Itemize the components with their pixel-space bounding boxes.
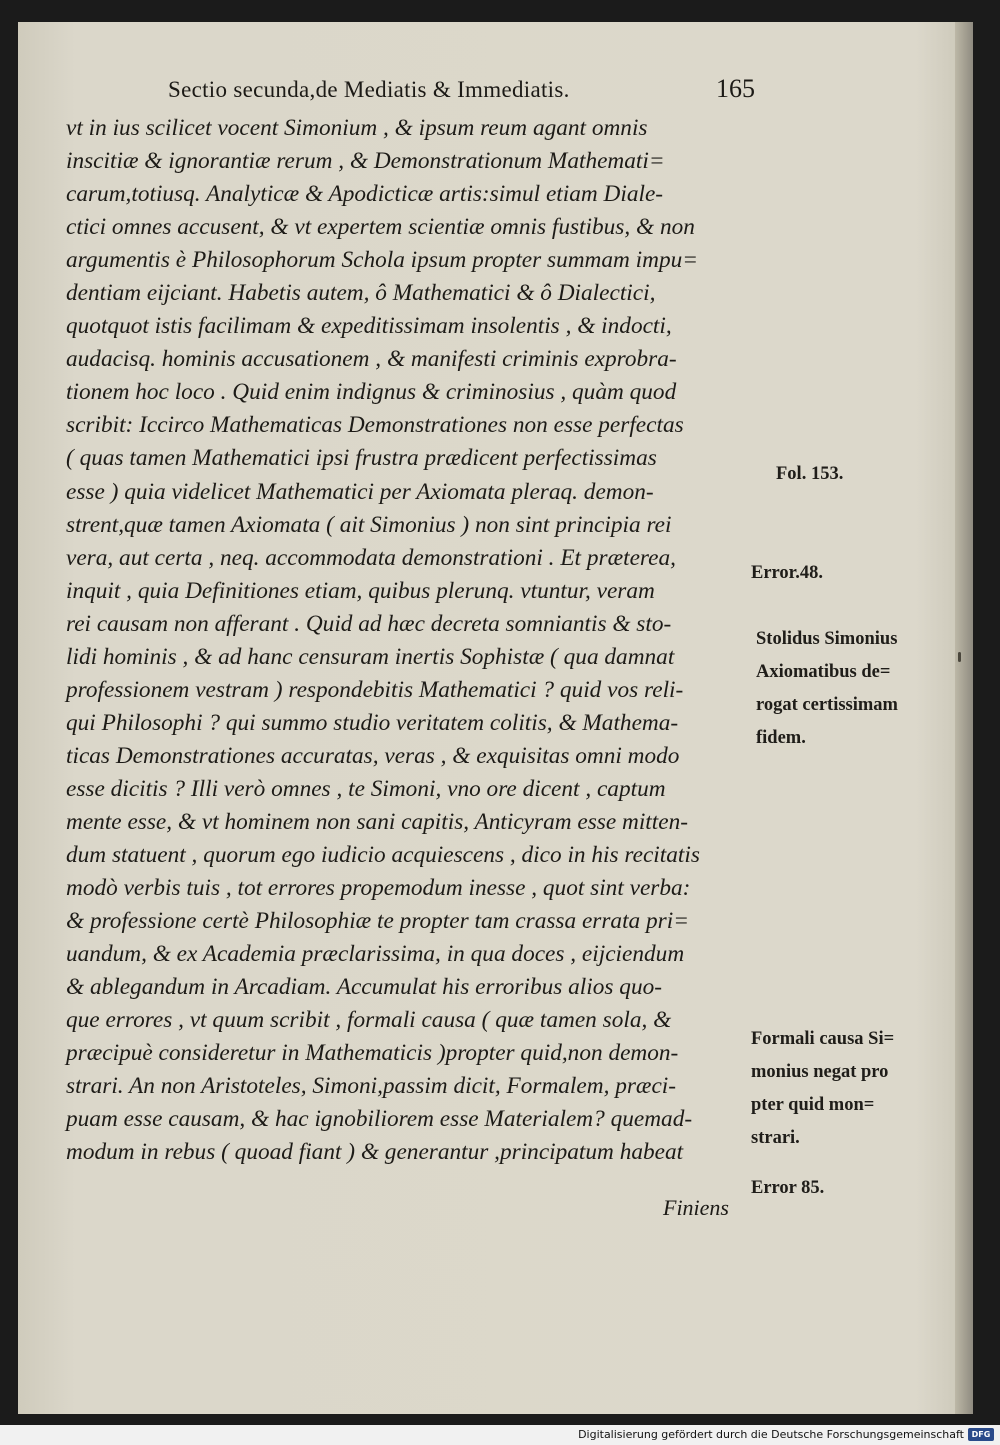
ink-spot [958,652,961,662]
text-line: inscitiæ & ignorantiæ rerum , & Demonstrationum Mathemati= [66,148,665,175]
text-line: esse ) quia videlicet Mathematici per Axiomata pleraq. demon- [66,478,654,505]
text-line: ticas Demonstrationes accuratas, veras , & exquisitas omni modo [66,742,680,769]
marginal-note [751,1172,824,1205]
marginal-note-line: fidem. [756,728,806,749]
marginal-note-line: strari. [751,1128,800,1149]
text-line: audacisq. hominis accusationem , & manifesti criminis exprobra- [66,346,677,373]
text-line: tionem hoc loco . Quid enim indignus & criminosius , quàm quod [66,379,677,406]
catchword: Finiens [663,1195,729,1220]
page-number: 165 [716,74,755,103]
text-line: professionem vestram ) respondebitis Mathematici ? quid vos reli- [66,676,684,703]
text-line: ctici omnes accusent, & vt expertem scientiæ omnis fustibus, & non [66,214,695,241]
text-line: mente esse, & vt hominem non sani capitis, Anticyram esse mitten- [66,808,688,835]
text-line: esse dicitis ? Illi verò omnes , te Simoni, vno ore dicent , captum [66,775,666,802]
marginal-note-line: Axiomatibus de= [756,662,891,683]
marginal-note-line: Stolidus Simonius [756,629,898,649]
text-line: carum,totiusq. Analyticæ & Apodicticæ artis:simul etiam Diale- [66,181,664,208]
text-line: puam esse causam, & hac ignobiliorem esse Materialem? quemad- [66,1106,693,1133]
marginal-note-line: Error 85. [751,1178,825,1198]
marginalia [18,22,973,1414]
text-line: & professione certè Philosophiæ te propter tam crassa errata pri= [66,908,689,935]
marginal-note [751,557,823,590]
funding-credit: Digitalisierung gefördert durch die Deutsche Forschungsgemeinschaft [578,1428,964,1441]
text-line: inquit , quia Definitiones etiam, quibus plerunq. vtuntur, veram [66,577,655,604]
text-line: dentiam eijciant. Habetis autem, ô Mathematici & ô Dialectici, [66,280,656,307]
footer-bar [0,1425,1000,1445]
text-line: que errores , vt quum scribit , formali causa ( quæ tamen sola, & [66,1007,672,1034]
marginal-note-line: rogat certissimam [756,695,898,716]
text-line: modum in rebus ( quoad fiant ) & generantur ,principatum habeat [66,1139,684,1166]
text-line: modò verbis tuis , tot errores propemodum inesse , quot sint verba: [66,875,691,902]
marginal-note [751,1023,894,1155]
running-title: Sectio secunda,de Mediatis & Immediatis. [168,77,570,102]
text-line: præcipuè consideretur in Mathematicis )propter quid,non demon- [66,1040,679,1067]
text-line: uandum, & ex Academia præclarissima, in qua doces , eijciendum [66,941,685,968]
text-line: strari. An non Aristoteles, Simoni,passim dicit, Formalem, præci- [66,1073,677,1100]
marginal-note-line: monius negat pro [751,1062,889,1083]
text-line: dum statuent , quorum ego iudicio acquiescens , dico in his recitatis [66,842,700,869]
marginal-note [776,458,843,491]
text-line: quotquot istis facilimam & expeditissimam insolentis , & indocti, [66,313,672,340]
text-line: rei causam non afferant . Quid ad hæc decreta somniantis & sto- [66,610,672,637]
text-line: vera, aut certa , neq. accommodata demonstrationi . Et præterea, [66,544,676,571]
marginal-note [756,623,898,755]
text-line: strent,quæ tamen Axiomata ( ait Simonius ) non sint principia rei [66,511,672,538]
marginal-note-line: pter quid mon= [751,1095,875,1116]
text-line: lidi hominis , & ad hanc censuram inertis Sophistæ ( qua damnat [66,643,675,670]
text-line: & ablegandum in Arcadiam. Accumulat his erroribus alios quo- [66,974,662,1001]
marginal-note-line: Formali causa Si= [751,1029,895,1049]
text-line: vt in ius scilicet vocent Simonium , & ipsum reum agant omnis [66,115,648,141]
text-line: scribit: Iccirco Mathematicas Demonstrationes non esse perfectas [66,412,684,439]
book-page [18,22,973,1414]
text-line: ( quas tamen Mathematici ipsi frustra prædicent perfectissimas [66,445,657,472]
text-line: qui Philosophi ? qui summo studio veritatem colitis, & Mathema- [66,709,679,736]
marginal-note-line: Error.48. [751,563,823,583]
text-line: argumentis è Philosophorum Schola ipsum propter summam impu= [66,247,698,274]
dfg-logo: DFG [968,1428,994,1441]
marginal-note-line: Fol. 153. [776,464,844,484]
